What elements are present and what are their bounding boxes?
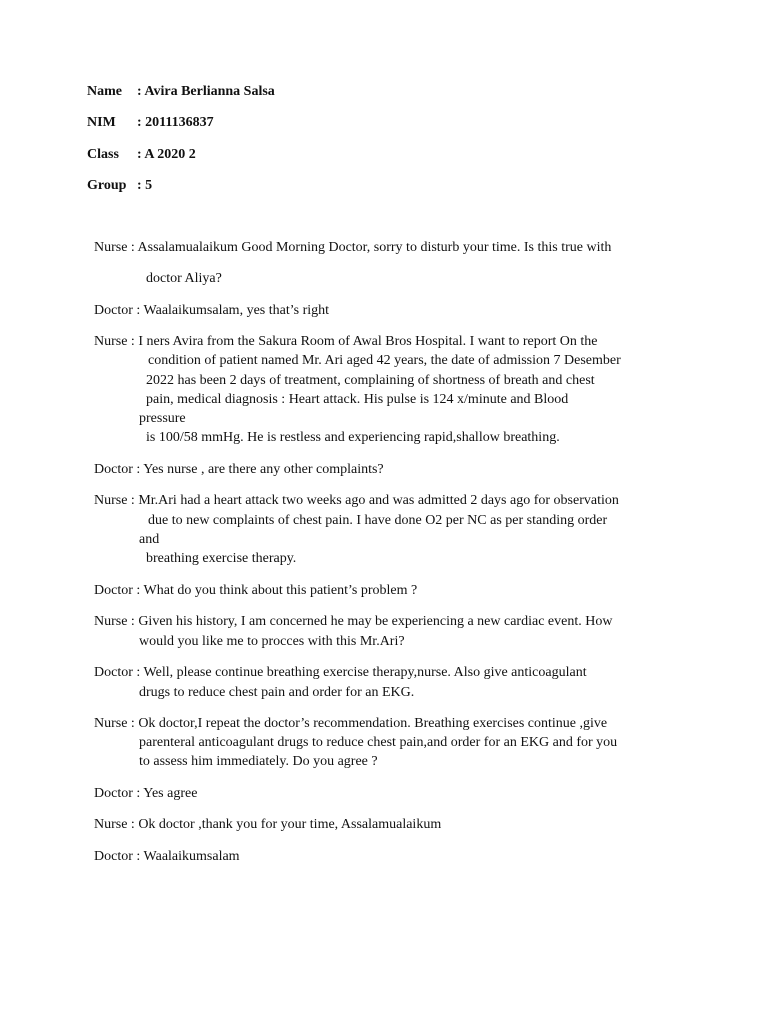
class-value: : A 2020 2: [137, 147, 196, 162]
dialogue-line: Doctor : What do you think about this patient’s problem ?: [94, 583, 418, 598]
dialogue-line: Nurse : Ok doctor ,thank you for your time, Assalamualaikum: [94, 817, 442, 832]
class-row: [87, 147, 196, 163]
dialogue-line: pain, medical diagnosis : Heart attack. His pulse is 124 x/minute and Blood: [146, 392, 569, 407]
dialogue-line: Nurse : Given his history, I am concerned he may be experiencing a new cardiac event. How: [94, 614, 613, 629]
dialogue-line: to assess him immediately. Do you agree ?: [139, 754, 378, 769]
dialogue-line: due to new complaints of chest pain. I have done O2 per NC as per standing order: [148, 513, 608, 528]
dialogue-line: Doctor : Well, please continue breathing exercise therapy,nurse. Also give anticoagulant: [94, 665, 587, 680]
dialogue-line: 2022 has been 2 days of treatment, complaining of shortness of breath and chest: [146, 373, 595, 388]
dialogue-line: Doctor : Waalaikumsalam: [94, 849, 240, 864]
dialogue-line: Doctor : Yes nurse , are there any other complaints?: [94, 462, 384, 477]
dialogue-line: Nurse : Ok doctor,I repeat the doctor’s recommendation. Breathing exercises continue ,give: [94, 716, 608, 731]
nim-label: NIM: [87, 115, 116, 130]
dialogue-line: Doctor : Waalaikumsalam, yes that’s right: [94, 303, 330, 318]
dialogue-line: and: [139, 532, 160, 547]
nim-row: [87, 115, 214, 131]
name-label: Name: [87, 84, 122, 99]
dialogue-line: breathing exercise therapy.: [146, 551, 297, 566]
dialogue-line: Nurse : Mr.Ari had a heart attack two weeks ago and was admitted 2 days ago for observation: [94, 493, 619, 508]
dialogue-line: drugs to reduce chest pain and order for an EKG.: [139, 685, 415, 700]
dialogue-line: pressure: [139, 411, 186, 426]
name-value: : Avira Berlianna Salsa: [137, 84, 275, 99]
nim-value: : 2011136837: [137, 115, 214, 130]
group-value: : 5: [137, 178, 153, 193]
group-row: [87, 178, 152, 194]
dialogue-line: Nurse : I ners Avira from the Sakura Room of Awal Bros Hospital. I want to report On the: [94, 334, 598, 349]
dialogue-line: condition of patient named Mr. Ari aged 42 years, the date of admission 7 Desember: [148, 353, 621, 368]
dialogue-line: doctor Aliya?: [146, 271, 222, 286]
dialogue-line: Nurse : Assalamualaikum Good Morning Doctor, sorry to disturb your time. Is this true with: [94, 240, 612, 255]
dialogue-line: parenteral anticoagulant drugs to reduce chest pain,and order for an EKG and for you: [139, 735, 618, 750]
name-row: [87, 84, 275, 100]
dialogue-line: would you like me to procces with this Mr.Ari?: [139, 634, 405, 649]
dialogue-line: is 100/58 mmHg. He is restless and experiencing rapid,shallow breathing.: [146, 430, 560, 445]
dialogue-line: Doctor : Yes agree: [94, 786, 198, 801]
class-label: Class: [87, 147, 119, 162]
group-label: Group: [87, 178, 127, 193]
